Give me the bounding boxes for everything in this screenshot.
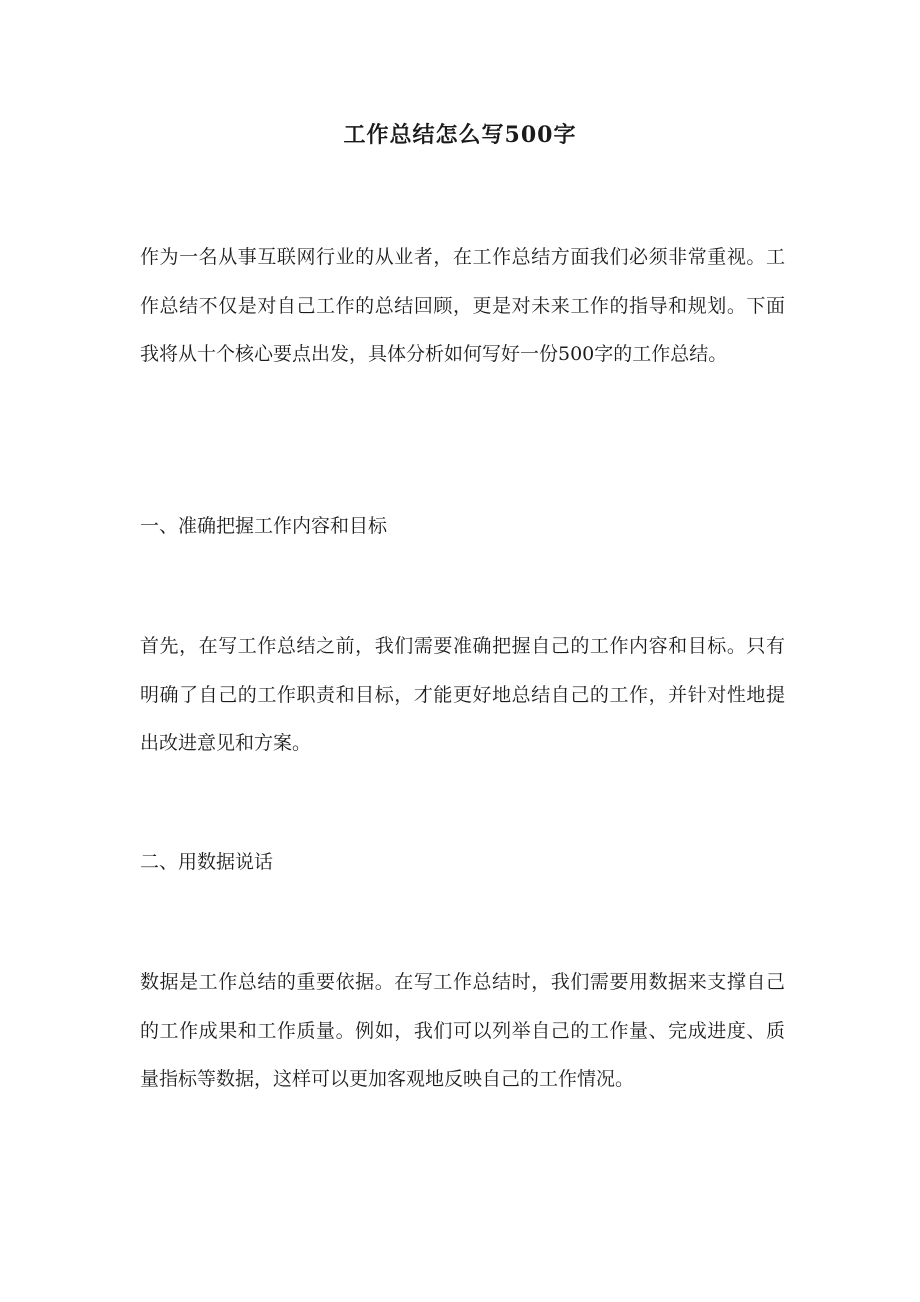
intro-paragraph: 作为一名从事互联网行业的从业者，在工作总结方面我们必须非常重视。工作总结不仅是对自己工作的总结回顾，更是对未来工作的指导和规划。下面我将从十个核心要点出发，具体分析如何写好一份500字的工作总结。 [140,246,785,365]
section-body-2: 数据是工作总结的重要依据。在写工作总结时，我们需要用数据来支撑自己的工作成果和工作质量。例如，我们可以列举自己的工作量、完成进度、质量指标等数据，这样可以更加客观地反映自己的工作情况。 [140,971,785,1090]
section-body-1: 首先，在写工作总结之前，我们需要准确把握自己的工作内容和目标。只有明确了自己的工作职责和目标，才能更好地总结自己的工作，并针对性地提出改进意见和方案。 [140,635,785,754]
section-heading-2: 二、用数据说话 [140,851,274,873]
document-title: 工作总结怎么写500字 [343,122,577,148]
section-heading-1: 一、准确把握工作内容和目标 [140,515,388,537]
